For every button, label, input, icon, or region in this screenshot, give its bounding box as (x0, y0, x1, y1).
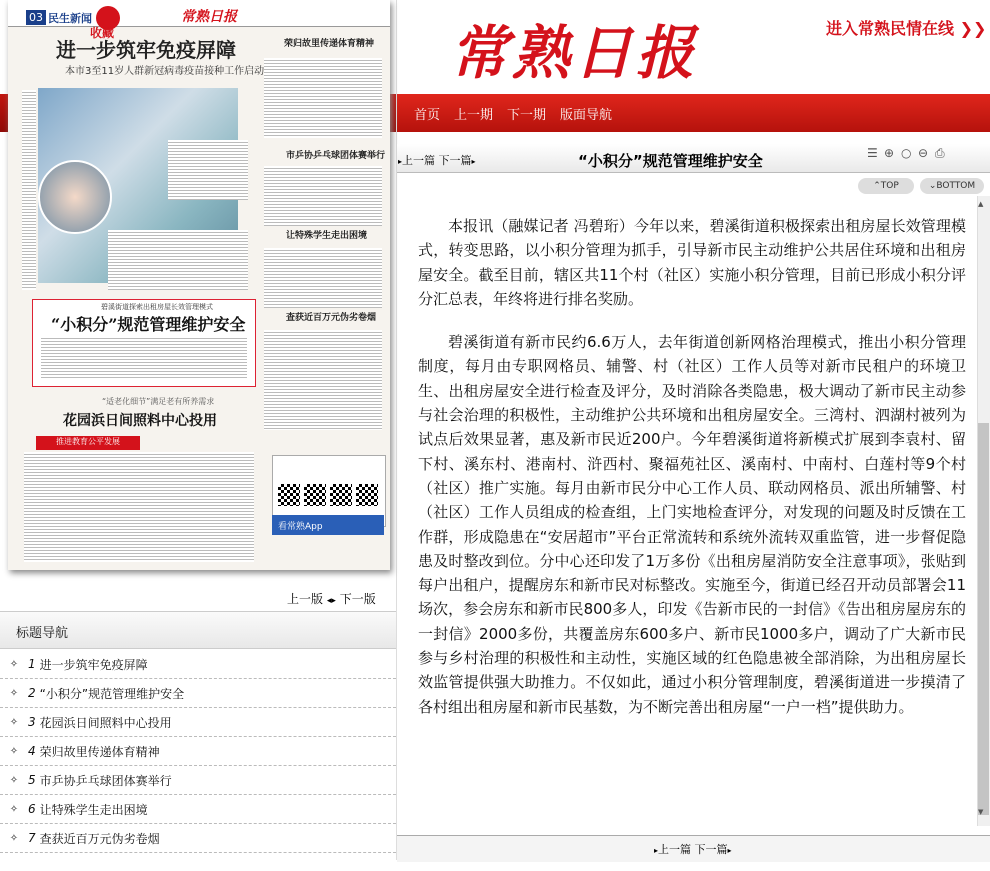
diamond-bullet-icon: ✧ (9, 832, 19, 844)
nav-item-title: 让特殊学生走出困境 (39, 802, 148, 817)
text-column (24, 452, 254, 562)
qr-code-icon (330, 484, 352, 506)
nav-item[interactable] (0, 737, 396, 766)
arrow-left-icon: ▸ (398, 157, 403, 166)
nav-item-title: 进一步筑牢免疫屏障 (39, 657, 148, 672)
text-column (41, 336, 247, 380)
qr-code-icon (304, 484, 326, 506)
zoom-reset-icon[interactable]: ○ (901, 146, 912, 160)
nav-item[interactable] (0, 795, 396, 824)
next-article-link[interactable]: 下一篇 (438, 154, 472, 167)
hi-title: “小积分”规范管理维护安全 (51, 315, 246, 334)
next-article-link[interactable]: 下一篇 (694, 843, 728, 856)
collect-label: 收藏 (90, 26, 115, 40)
vaccination-inset-photo (38, 160, 112, 234)
text-column (264, 166, 382, 226)
nav-home[interactable]: 首页 (414, 108, 441, 123)
col-title-3[interactable]: 让特殊学生走出困境 (286, 231, 368, 241)
nav-item-title: 花园浜日间照料中心投用 (39, 715, 172, 730)
nav-item-num: 7 (28, 831, 36, 845)
column-divider (396, 0, 397, 860)
prev-article-link[interactable]: 上一篇 (658, 843, 692, 856)
article-paragraph: 碧溪街道有新市民约6.6万人，去年街道创新网格治理模式，推出小积分管理制度，每月由专职网格员、辅警、村（社区）工作人员等对新市民租户的环境卫生、出租房屋安全进行检查及评分，及时消除各类隐患，极大调动了新市民主动参与社会治理的积极性，主动维护公共环境和出租房屋安全。三湾村、泗湖村被列为试点后效果显著，惠及新市民近200户。今年碧溪街道将新模式扩展到李袁村、留下村、溪东村、港南村、浒西村、聚福苑社区、溪南村、中南村、白莲村等9个村（社区）推广实施。每月由新市民分中心工作人员、联动网格员、派出所辅警、村（社区）工作人员组成的检查组，上门实地检查评分，对发现的问题及时反馈在工作群，形成隐患在“安居超市”平台正常流转和系统外流转双重监管，进一步督促隐患及时整改到位。分中心还印发了1万多份《出租房屋消防安全注意事项》，张贴到每户出租户，提醒房东和新市民对标整改。实施至今，街道已经召开动员部署会11场次，参会房东和新市民800多人，印发《告新市民的一封信》《告出租房屋房东的一封信》2000多份，共覆盖房东600多户、新市民1000多户，调动了广大新市民参与乡村治理的积极性和主动性，实施区域的红色隐患被全部消除，为出租房屋长效监管提供强大助推力。不仅如此，通过小积分管理制度，碧溪街道进一步摸清了各村组出租房屋和新市民基数，为不断完善出租房屋“一户一档”提供助力。 (418, 333, 966, 716)
diamond-bullet-icon: ✧ (9, 774, 19, 786)
article-title: “小积分”规范管理维护安全 (578, 152, 763, 170)
arrows-icon: ◂▸ (326, 596, 336, 606)
nav-item-title: 查获近百万元伪劣卷烟 (39, 831, 160, 846)
top-label: TOP (880, 181, 899, 191)
red-strip: 推进教育公平发展 (36, 436, 140, 450)
text-column (168, 140, 248, 200)
garden-title[interactable]: 花园浜日间照料中心投用 (63, 413, 217, 429)
nav-item[interactable] (0, 824, 396, 853)
article-prevnext-top (398, 152, 476, 168)
zoom-out-icon[interactable]: ⊖ (918, 146, 929, 160)
print-icon[interactable]: ⎙ (935, 146, 945, 160)
diamond-bullet-icon: ✧ (9, 716, 19, 728)
nav-item-title: 市乒协乒乓球团体赛举行 (39, 773, 172, 788)
article-paragraph: 本报讯（融媒记者 冯碧珩）今年以来，碧溪街道积极探索出租房屋长效管理模式，转变思路，以小积分管理为抓手，引导新市民主动维护公共居住环境和出租房屋安全。截至目前，辖区共11个村（社区）实施小积分管理，目前已形成小积分评分汇总表，年终将进行排名奖励。 (418, 217, 966, 308)
text-column (264, 58, 382, 138)
article-body (418, 214, 966, 738)
nav-item-num: 2 (28, 686, 36, 700)
nav-item-num: 6 (28, 802, 36, 816)
bottom-button[interactable] (920, 178, 984, 194)
col-title-1[interactable]: 荣归故里传递体育精神 (284, 39, 375, 49)
nav-item-num: 1 (28, 657, 36, 671)
diamond-bullet-icon: ✧ (9, 803, 19, 815)
text-column (264, 330, 382, 430)
nav-next-issue[interactable]: 下一期 (507, 108, 547, 123)
scrollbar-thumb[interactable] (978, 423, 989, 815)
qr-code-icon (356, 484, 378, 506)
bottom-arrow-icon: ⌄ (928, 181, 937, 191)
diamond-bullet-icon: ✧ (9, 658, 19, 670)
app-label: 看常熟App (278, 522, 323, 532)
text-column (108, 230, 248, 290)
page-number-badge: 03 (26, 10, 46, 25)
text-column (22, 90, 36, 290)
highlighted-article[interactable] (32, 299, 256, 387)
top-button[interactable] (858, 178, 914, 194)
nav-page-index[interactable]: 版面导航 (560, 108, 613, 123)
title-nav-header (0, 611, 396, 649)
col-title-2[interactable]: 市乒协乒乓球团体赛举行 (286, 151, 386, 161)
bottom-label: BOTTOM (936, 181, 976, 191)
diamond-bullet-icon: ✧ (9, 687, 19, 699)
app-bar (272, 515, 384, 535)
prev-page-link[interactable]: 上一版 (287, 592, 324, 606)
arrow-right-icon: ▸ (471, 157, 476, 166)
nav-item-title: “小积分”规范管理维护安全 (39, 686, 185, 701)
garden-kicker: “适老化细节”满足老有所养需求 (102, 397, 215, 406)
diamond-bullet-icon: ✧ (9, 745, 19, 757)
nav-item[interactable] (0, 708, 396, 737)
section-name: 民生新闻 (48, 12, 92, 25)
col-title-4[interactable]: 查获近百万元伪劣卷烟 (286, 313, 377, 323)
title-nav-label: 标题导航 (16, 626, 69, 641)
arrow-right-icon: ▸ (727, 846, 732, 855)
site-logo[interactable]: 常熟日报 (450, 19, 699, 87)
minqing-link[interactable]: 进入常熟民情在线 ❯❯ (826, 19, 987, 38)
nav-item-num: 4 (28, 744, 36, 758)
next-page-link[interactable]: 下一版 (339, 592, 376, 606)
article-tools (867, 146, 949, 160)
list-icon[interactable]: ☰ (867, 146, 878, 160)
zoom-in-icon[interactable]: ⊕ (884, 146, 895, 160)
scroll-down-icon[interactable]: ▼ (978, 808, 984, 816)
nav-item-num: 3 (28, 715, 36, 729)
nav-item[interactable] (0, 766, 396, 795)
qr-code-icon (278, 484, 300, 506)
title-nav-list (0, 650, 396, 853)
nav-item-title: 荣归故里传递体育精神 (39, 744, 160, 759)
scroll-up-icon[interactable]: ▲ (978, 200, 984, 208)
newspaper-page-image[interactable] (8, 0, 390, 570)
top-arrow-icon: ⌃ (873, 181, 881, 191)
nav-item[interactable] (0, 650, 396, 679)
text-column (264, 248, 382, 308)
hi-kicker: 碧溪街道探索出租房屋长效管理模式 (101, 303, 213, 311)
nav-item[interactable] (0, 679, 396, 708)
top-nav (414, 104, 612, 123)
paper-headline[interactable]: 进一步筑牢免疫屏障 (56, 38, 236, 62)
arrow-left-icon: ▸ (654, 846, 659, 855)
paper-mini-logo: 常熟日报 (181, 9, 237, 25)
nav-item-num: 5 (28, 773, 36, 787)
page-links (287, 590, 376, 607)
nav-prev-issue[interactable]: 上一期 (454, 108, 494, 123)
paper-subhead: 本市3至11岁人群新冠病毒疫苗接种工作启动 (65, 66, 265, 77)
prev-article-link[interactable]: 上一篇 (402, 154, 436, 167)
article-prevnext-bottom (654, 841, 732, 857)
